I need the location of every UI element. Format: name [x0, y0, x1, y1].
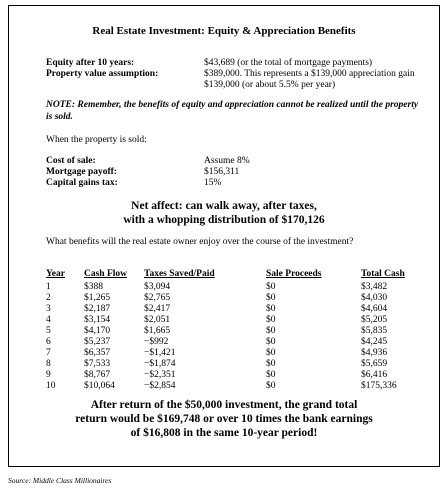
cell-cash-flow: $388: [84, 282, 103, 292]
header-total-cash: Total Cash: [361, 269, 405, 279]
net-effect-line-1: Net affect: can walk away, after taxes,: [131, 200, 317, 212]
conclusion-line-1: After return of the $50,000 investment, the grand total: [90, 399, 358, 411]
cell-sale-proceeds: $0: [266, 326, 276, 336]
cell-taxes: $3,094: [144, 282, 171, 292]
header-year: Year: [46, 269, 65, 279]
header-sale-proceeds: Sale Proceeds: [266, 269, 322, 279]
cell-year: 10: [46, 381, 56, 391]
cell-taxes: −$992: [144, 337, 169, 347]
when-sold-text: When the property is sold:: [46, 135, 147, 145]
capital-gains-label: Capital gains tax:: [46, 178, 118, 188]
cell-sale-proceeds: $0: [266, 370, 276, 380]
cell-sale-proceeds: $0: [266, 381, 276, 391]
cell-sale-proceeds: $0: [266, 293, 276, 303]
cell-total-cash: $4,030: [361, 293, 388, 303]
cell-sale-proceeds: $0: [266, 282, 276, 292]
cell-taxes: −$1,421: [144, 348, 176, 358]
cell-total-cash: $4,604: [361, 304, 388, 314]
equity-label: Equity after 10 years:: [46, 58, 135, 68]
cell-total-cash: $3,482: [361, 282, 388, 292]
source-caption: Source: Middle Class Millionaires: [8, 476, 112, 485]
cell-total-cash: $5,205: [361, 315, 388, 325]
cell-sale-proceeds: $0: [266, 359, 276, 369]
header-taxes: Taxes Saved/Paid: [144, 269, 215, 279]
cell-year: 1: [46, 282, 51, 292]
cell-cash-flow: $2,187: [84, 304, 111, 314]
cell-sale-proceeds: $0: [266, 304, 276, 314]
cell-sale-proceeds: $0: [266, 315, 276, 325]
cell-year: 6: [46, 337, 51, 347]
cell-total-cash: $4,936: [361, 348, 388, 358]
cell-cash-flow: $5,237: [84, 337, 111, 347]
cell-sale-proceeds: $0: [266, 337, 276, 347]
equity-value: $43,689 (or the total of mortgage payments): [204, 58, 373, 68]
cell-taxes: −$2,854: [144, 381, 176, 391]
cell-year: 7: [46, 348, 51, 358]
conclusion-line-2: return would be $169,748 or over 10 times the bank earnings: [75, 413, 373, 425]
property-value-label: Property value assumption:: [46, 69, 159, 79]
note-text: NOTE: Remember, the benefits of equity and appreciation cannot be realized until the property is sold.: [46, 100, 419, 122]
cell-cash-flow: $10,064: [84, 381, 115, 391]
cell-taxes: $2,051: [144, 315, 171, 325]
cell-taxes: $1,665: [144, 326, 171, 336]
cell-year: 2: [46, 293, 51, 303]
property-value-text-2: $139,000 (or about 5.5% per year): [204, 80, 336, 90]
conclusion-line-3: of $16,808 in the same 10-year period!: [130, 427, 318, 439]
document-page: [8, 5, 440, 467]
cell-taxes: −$1,874: [144, 359, 176, 369]
cell-total-cash: $5,835: [361, 326, 388, 336]
cell-taxes: $2,765: [144, 293, 171, 303]
cell-cash-flow: $6,357: [84, 348, 111, 358]
cell-taxes: −$2,351: [144, 370, 176, 380]
cell-cash-flow: $7,533: [84, 359, 111, 369]
cell-year: 5: [46, 326, 51, 336]
net-effect-line-2: with a whopping distribution of $170,126: [123, 214, 325, 226]
cell-total-cash: $5,659: [361, 359, 388, 369]
cell-year: 8: [46, 359, 51, 369]
document-title: Real Estate Investment: Equity & Appreciation Benefits: [92, 25, 356, 37]
cell-cash-flow: $1,265: [84, 293, 111, 303]
cell-total-cash: $6,416: [361, 370, 388, 380]
capital-gains-value: 15%: [204, 178, 222, 188]
cell-year: 4: [46, 315, 51, 325]
mortgage-payoff-label: Mortgage payoff:: [46, 167, 117, 177]
cell-taxes: $2,417: [144, 304, 171, 314]
cell-cash-flow: $8,767: [84, 370, 111, 380]
property-value-text: $389,000. This represents a $139,000 appreciation gain: [204, 69, 415, 79]
header-cash-flow: Cash Flow: [84, 269, 128, 279]
cost-of-sale-value: Assume 8%: [204, 156, 250, 166]
cell-total-cash: $175,336: [361, 381, 397, 391]
cell-cash-flow: $3,154: [84, 315, 111, 325]
cell-sale-proceeds: $0: [266, 348, 276, 358]
question-text: What benefits will the real estate owner enjoy over the course of the investment?: [46, 237, 354, 247]
cell-cash-flow: $4,170: [84, 326, 111, 336]
cell-year: 3: [46, 304, 51, 314]
cell-year: 9: [46, 370, 51, 380]
cell-total-cash: $4,245: [361, 337, 388, 347]
cost-of-sale-label: Cost of sale:: [46, 156, 96, 166]
mortgage-payoff-value: $156,311: [204, 167, 240, 177]
